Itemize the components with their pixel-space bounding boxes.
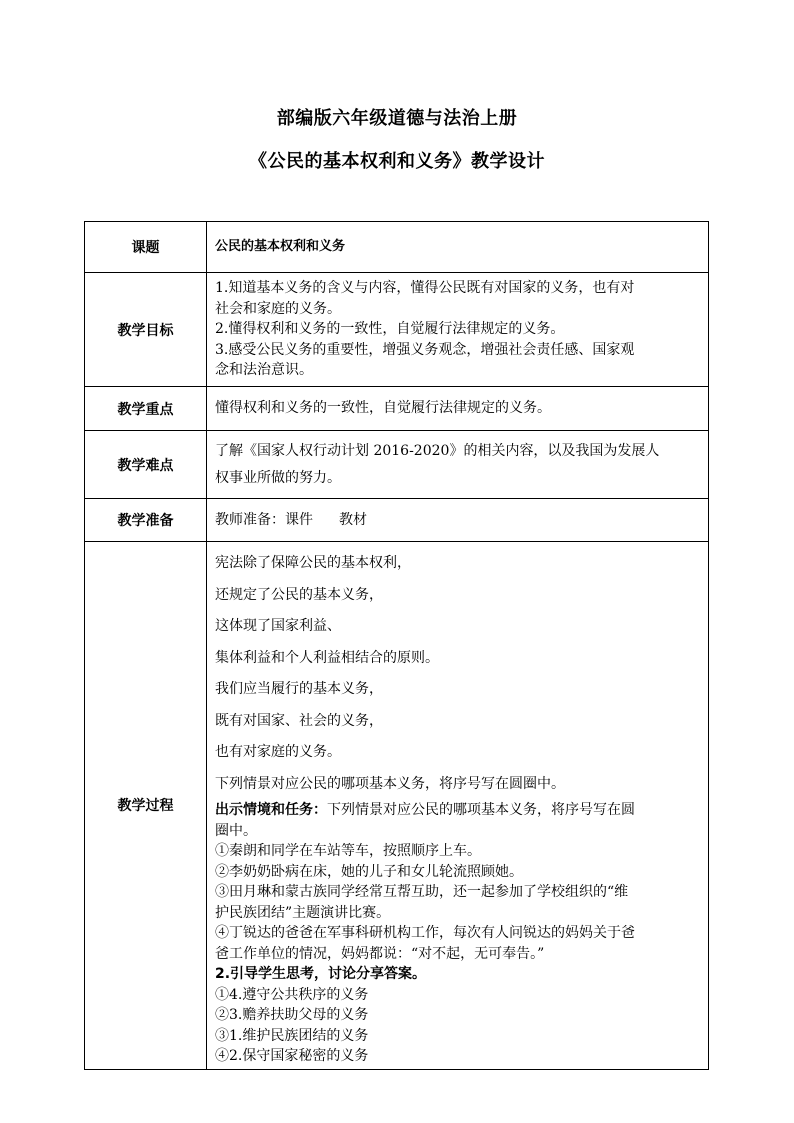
intro-line: 这体现了国家利益、	[215, 618, 341, 634]
goal-line: 3.感受公民义务的重要性，增强义务观念，增强社会责任感、国家观	[215, 341, 635, 358]
scenario-line: ④丁锐达的爸爸在军事科研机构工作，每次有人问锐达的妈妈关于爸	[215, 925, 635, 941]
page-subtitle: 《公民的基本权利和义务》教学设计	[249, 151, 545, 172]
preparation-label: 教学准备	[85, 499, 207, 542]
preparation-part-2: 教材	[339, 511, 367, 528]
intro-line: 我们应当履行的基本义务，	[215, 681, 383, 697]
answer-line: ②3.赡养扶助父母的义务	[215, 1007, 369, 1023]
table-row-key-points	[85, 387, 709, 431]
key-points-value: 懂得权利和义务的一致性，自觉履行法律规定的义务。	[207, 387, 709, 431]
page-title: 部编版六年级道德与法治上册	[276, 108, 518, 129]
intro-line: 下列情景对应公民的哪项基本义务，将序号写在圆圈中。	[215, 775, 565, 792]
scenario-line: 爸工作单位的情况，妈妈都说：“对不起，无可奉告。”	[215, 945, 545, 962]
scenario-line: ③田月琳和蒙古族同学经常互帮互助，还一起参加了学校组织的“维	[215, 884, 629, 900]
difficulty-line: 权事业所做的努力。	[215, 469, 341, 486]
lesson-plan-table	[84, 221, 709, 1070]
difficulty-line: 了解《国家人权行动计划 2016-2020》的相关内容，以及我国为发展人	[215, 442, 660, 459]
intro-line: 还规定了公民的基本义务，	[215, 586, 383, 603]
intro-line: 也有对家庭的义务。	[215, 744, 341, 760]
goal-line: 社会和家庭的义务。	[215, 300, 341, 317]
table-row-preparation	[85, 499, 709, 542]
scenario-line: ①秦朗和同学在车站等车，按照顺序上车。	[215, 843, 481, 859]
difficulty-content	[207, 431, 709, 499]
answer-line: ④2.保守国家秘密的义务	[215, 1048, 369, 1064]
table-row-difficulty	[85, 431, 709, 499]
task-line-continued: 圈中。	[215, 822, 257, 839]
answer-line: ①4.遵守公共秩序的义务	[215, 986, 369, 1003]
goal-line: 1.知道基本义务的含义与内容，懂得公民既有对国家的义务，也有对	[215, 280, 635, 297]
topic-label: 课题	[85, 222, 207, 273]
preparation-part-1: 教师准备：课件	[215, 511, 313, 528]
goal-line: 2.懂得权利和义务的一致性，自觉履行法律规定的义务。	[215, 321, 565, 338]
scenario-line: ②李奶奶卧病在床，她的儿子和女儿轮流照顾她。	[215, 863, 523, 880]
answer-line: ③1.维护民族团结的义务	[215, 1027, 369, 1044]
intro-line: 集体利益和个人利益相结合的原则。	[215, 649, 439, 666]
goals-content	[207, 273, 709, 387]
task-text: 下列情景对应公民的哪项基本义务，将序号写在圆	[327, 802, 635, 818]
process-content	[207, 542, 709, 1070]
guide-heading: 2.引导学生思考，讨论分享答案。	[215, 966, 427, 982]
task-heading: 出示情境和任务：	[215, 802, 327, 818]
difficulty-label: 教学难点	[85, 431, 207, 499]
scenario-line: 护民族团结”主题演讲比赛。	[215, 904, 391, 921]
preparation-content	[207, 499, 709, 542]
table-row-goals	[85, 273, 709, 387]
intro-line: 宪法除了保障公民的基本权利，	[215, 555, 411, 571]
table-row-topic	[85, 222, 709, 273]
intro-line: 既有对国家、社会的义务，	[215, 712, 383, 729]
task-line	[215, 800, 702, 821]
topic-value: 公民的基本权利和义务	[207, 222, 709, 273]
key-points-label: 教学重点	[85, 387, 207, 431]
table-row-process	[85, 542, 709, 1070]
goal-line: 念和法治意识。	[215, 362, 313, 379]
goals-label: 教学目标	[85, 273, 207, 387]
process-label: 教学过程	[85, 542, 207, 1070]
